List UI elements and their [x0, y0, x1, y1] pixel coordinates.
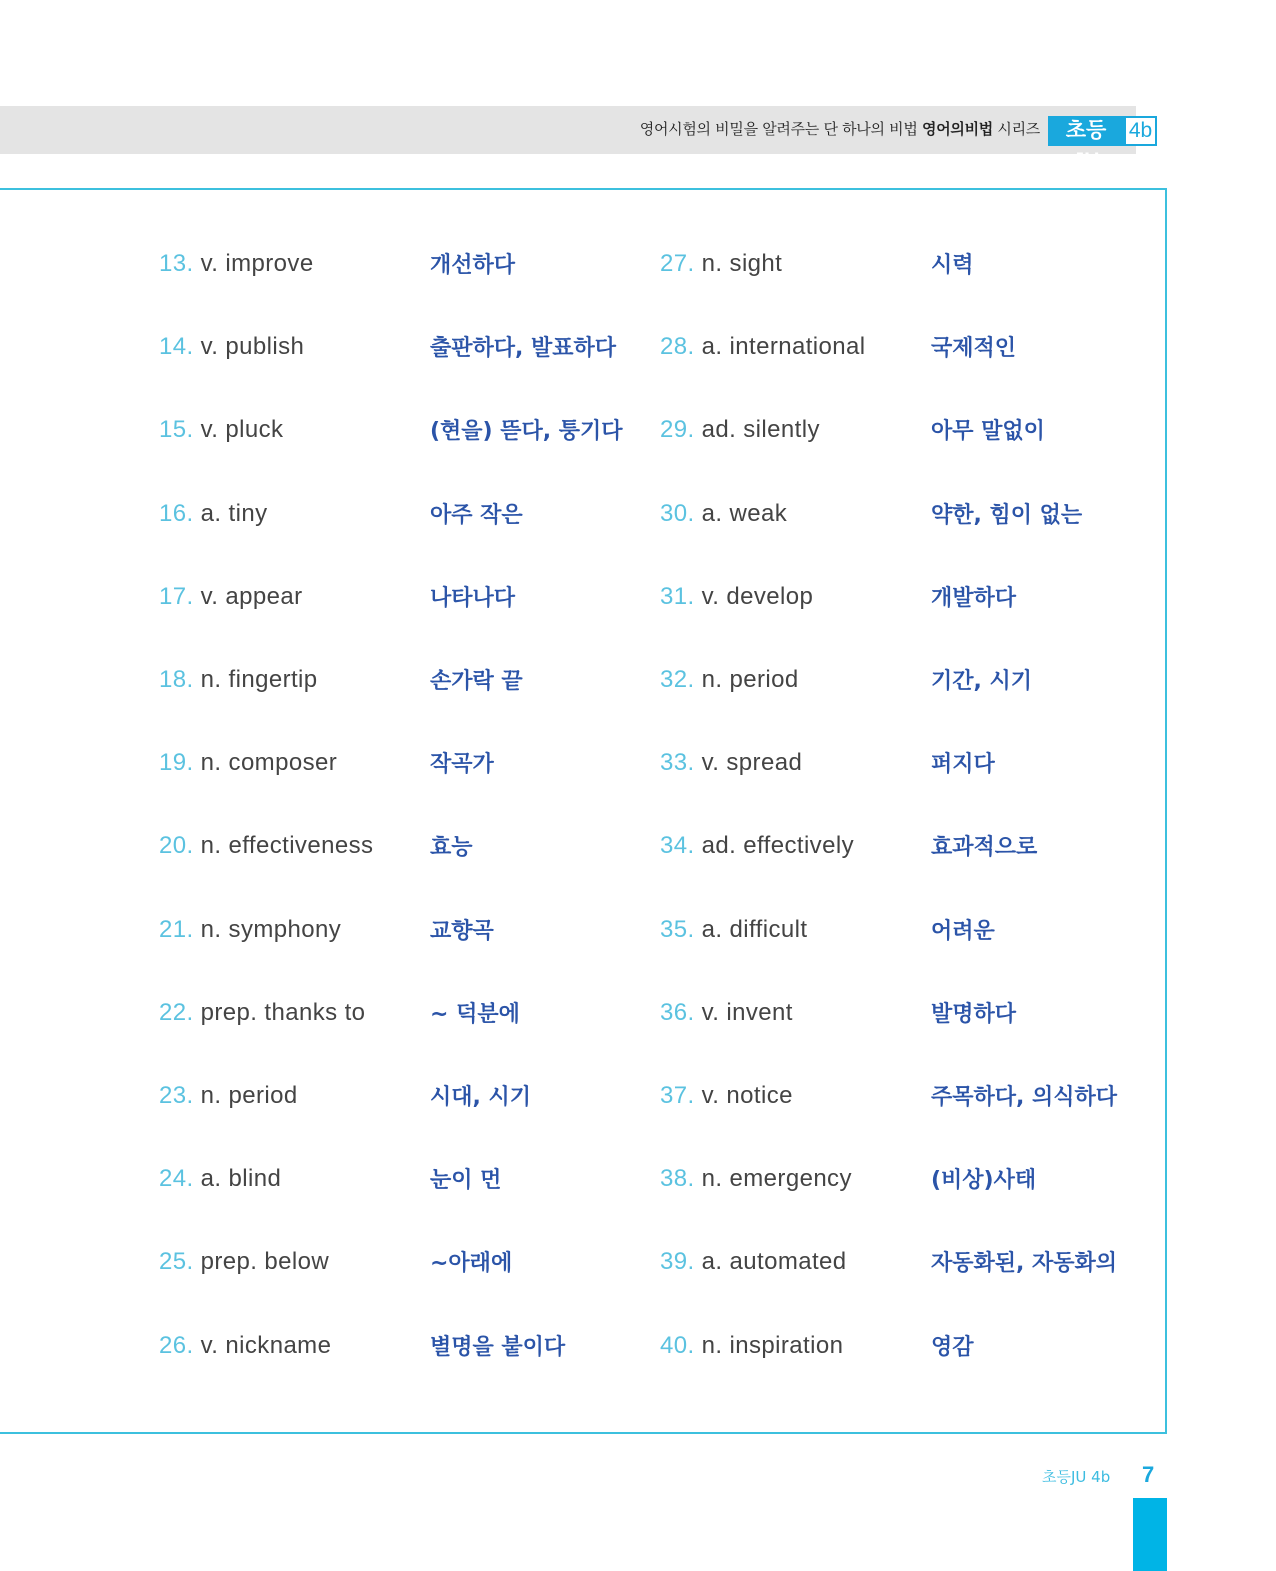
vocab-meaning: 교향곡	[430, 918, 494, 944]
vocab-meaning: 아주 작은	[430, 502, 523, 528]
vocab-entry	[660, 749, 802, 777]
vocab-word: a. difficult	[701, 915, 808, 943]
vocab-entry	[159, 583, 303, 611]
vocab-meaning: 시대, 시기	[430, 1085, 532, 1110]
vocab-entry	[159, 666, 318, 694]
vocab-word: n. period	[701, 666, 799, 693]
vocab-entry	[159, 832, 373, 860]
footer-label: 초등JU 4b	[1042, 1468, 1111, 1486]
vocab-entry	[159, 749, 337, 777]
vocab-word: prep. thanks to	[200, 998, 366, 1026]
vocab-word: n. sight	[701, 250, 783, 277]
vocab-word: n. period	[200, 1082, 298, 1109]
vocab-meaning: 출판하다, 발표하다	[430, 336, 617, 362]
vocab-entry	[159, 916, 341, 944]
badge-main: 초등JU	[1048, 116, 1124, 146]
vocab-entry	[159, 500, 268, 528]
vocab-word: prep. below	[200, 1248, 330, 1276]
vocab-entry	[159, 333, 304, 361]
vocab-entry	[159, 1082, 298, 1110]
vocab-entry	[660, 1082, 793, 1110]
header-series-suffix: 시리즈	[997, 120, 1040, 138]
vocab-number: 19.	[159, 749, 194, 777]
vocab-entry	[660, 250, 782, 278]
vocab-word: v. invent	[701, 998, 793, 1026]
badge-sub: 4b	[1124, 116, 1157, 146]
vocab-number: 31.	[660, 582, 695, 610]
vocab-number: 23.	[159, 1082, 194, 1109]
vocab-meaning: 손가락 끝	[430, 669, 523, 694]
vocab-meaning: 나타나다	[430, 585, 516, 611]
vocab-meaning: 개발하다	[931, 585, 1017, 611]
vocab-entry	[660, 916, 807, 944]
vocab-entry	[660, 500, 787, 528]
page-tab-block	[1133, 1498, 1167, 1571]
vocab-meaning: 국제적인	[931, 336, 1017, 362]
vocab-entry	[159, 250, 314, 278]
vocab-word: a. weak	[701, 499, 788, 527]
vocab-word: ad. effectively	[701, 832, 854, 860]
header-tagline: 영어시험의 비밀을 알려주는 단 하나의 비법	[639, 120, 918, 138]
vocab-meaning: ~ 덕분에	[430, 1001, 520, 1027]
vocab-word: n. symphony	[200, 915, 342, 943]
vocab-number: 28.	[660, 333, 695, 361]
vocab-number: 25.	[159, 1248, 194, 1276]
vocab-entry	[660, 832, 854, 860]
vocab-meaning: 눈이 먼	[430, 1168, 502, 1194]
vocab-entry	[660, 333, 866, 361]
vocab-entry	[660, 1332, 843, 1360]
vocab-number: 27.	[660, 250, 695, 277]
vocab-number: 17.	[159, 582, 194, 610]
vocab-meaning: ~아래에	[430, 1251, 513, 1277]
vocab-entry	[159, 1332, 331, 1360]
vocab-number: 39.	[660, 1248, 695, 1276]
vocab-entry	[159, 999, 365, 1027]
vocab-number: 26.	[159, 1331, 194, 1359]
vocab-meaning: 발명하다	[931, 1001, 1017, 1027]
vocab-number: 36.	[660, 998, 695, 1026]
vocab-number: 29.	[660, 416, 695, 444]
vocab-meaning: (비상)사태	[931, 1168, 1037, 1194]
vocab-number: 34.	[660, 832, 695, 860]
vocab-number: 22.	[159, 998, 194, 1026]
vocab-meaning: 영감	[931, 1334, 974, 1360]
vocab-number: 35.	[660, 915, 695, 943]
vocab-word: v. nickname	[200, 1331, 332, 1359]
vocab-number: 30.	[660, 499, 695, 527]
vocab-meaning: 자동화된, 자동화의	[931, 1251, 1118, 1277]
vocab-meaning: 개선하다	[430, 253, 516, 278]
vocab-number: 18.	[159, 666, 194, 693]
vocab-meaning: 어려운	[931, 918, 995, 944]
vocab-word: v. develop	[701, 582, 814, 610]
vocab-word: v. publish	[200, 333, 305, 361]
vocab-word: n. effectiveness	[200, 832, 374, 860]
vocab-number: 24.	[159, 1165, 194, 1193]
vocab-number: 37.	[660, 1082, 695, 1109]
header-series-name: 영어의비법	[922, 120, 993, 138]
vocab-word: a. international	[701, 333, 866, 361]
vocab-word: a. blind	[200, 1165, 282, 1193]
vocab-meaning: 주목하다, 의식하다	[931, 1085, 1118, 1110]
vocab-number: 32.	[660, 666, 695, 693]
vocab-meaning: 별명을 붙이다	[430, 1334, 566, 1360]
page-number: 7	[1142, 1462, 1155, 1487]
vocab-word: v. improve	[200, 250, 314, 277]
vocab-number: 40.	[660, 1331, 695, 1359]
vocab-meaning: 효과적으로	[931, 835, 1038, 861]
vocab-word: v. appear	[200, 582, 303, 610]
vocab-number: 33.	[660, 749, 695, 777]
vocab-entry	[660, 1248, 847, 1276]
vocab-word: ad. silently	[701, 416, 820, 444]
vocab-number: 21.	[159, 915, 194, 943]
vocab-word: n. inspiration	[701, 1331, 844, 1359]
vocab-number: 38.	[660, 1165, 695, 1193]
vocab-entry	[660, 1165, 852, 1193]
vocab-entry	[159, 416, 283, 444]
vocab-entry	[660, 583, 813, 611]
vocab-meaning: 아무 말없이	[931, 419, 1045, 445]
vocab-entry	[660, 999, 793, 1027]
vocab-number: 14.	[159, 333, 194, 361]
vocab-word: n. emergency	[701, 1165, 852, 1193]
vocab-word: v. spread	[701, 749, 803, 777]
header-tagline-line	[640, 118, 1040, 139]
vocab-word: a. automated	[701, 1248, 847, 1276]
vocab-word: n. composer	[200, 749, 338, 777]
vocab-meaning: 약한, 힘이 없는	[931, 502, 1083, 528]
vocab-entry	[660, 416, 820, 444]
vocab-number: 13.	[159, 250, 194, 277]
vocab-meaning: 퍼지다	[931, 752, 995, 778]
vocab-meaning: 기간, 시기	[931, 669, 1033, 694]
vocab-meaning: (현을) 뜯다, 퉁기다	[430, 419, 623, 445]
vocab-entry	[660, 666, 799, 694]
vocab-word: v. pluck	[200, 416, 284, 444]
vocab-meaning: 작곡가	[430, 752, 494, 778]
vocab-meaning: 효능	[430, 835, 473, 861]
vocab-word: n. fingertip	[200, 666, 318, 693]
vocab-meaning: 시력	[931, 253, 974, 278]
vocab-entry	[159, 1248, 329, 1276]
vocab-word: a. tiny	[200, 499, 268, 527]
vocab-word: v. notice	[701, 1082, 793, 1109]
series-badge	[1048, 116, 1169, 172]
vocab-number: 16.	[159, 499, 194, 527]
vocab-entry	[159, 1165, 281, 1193]
vocab-number: 20.	[159, 832, 194, 860]
vocab-number: 15.	[159, 416, 194, 444]
